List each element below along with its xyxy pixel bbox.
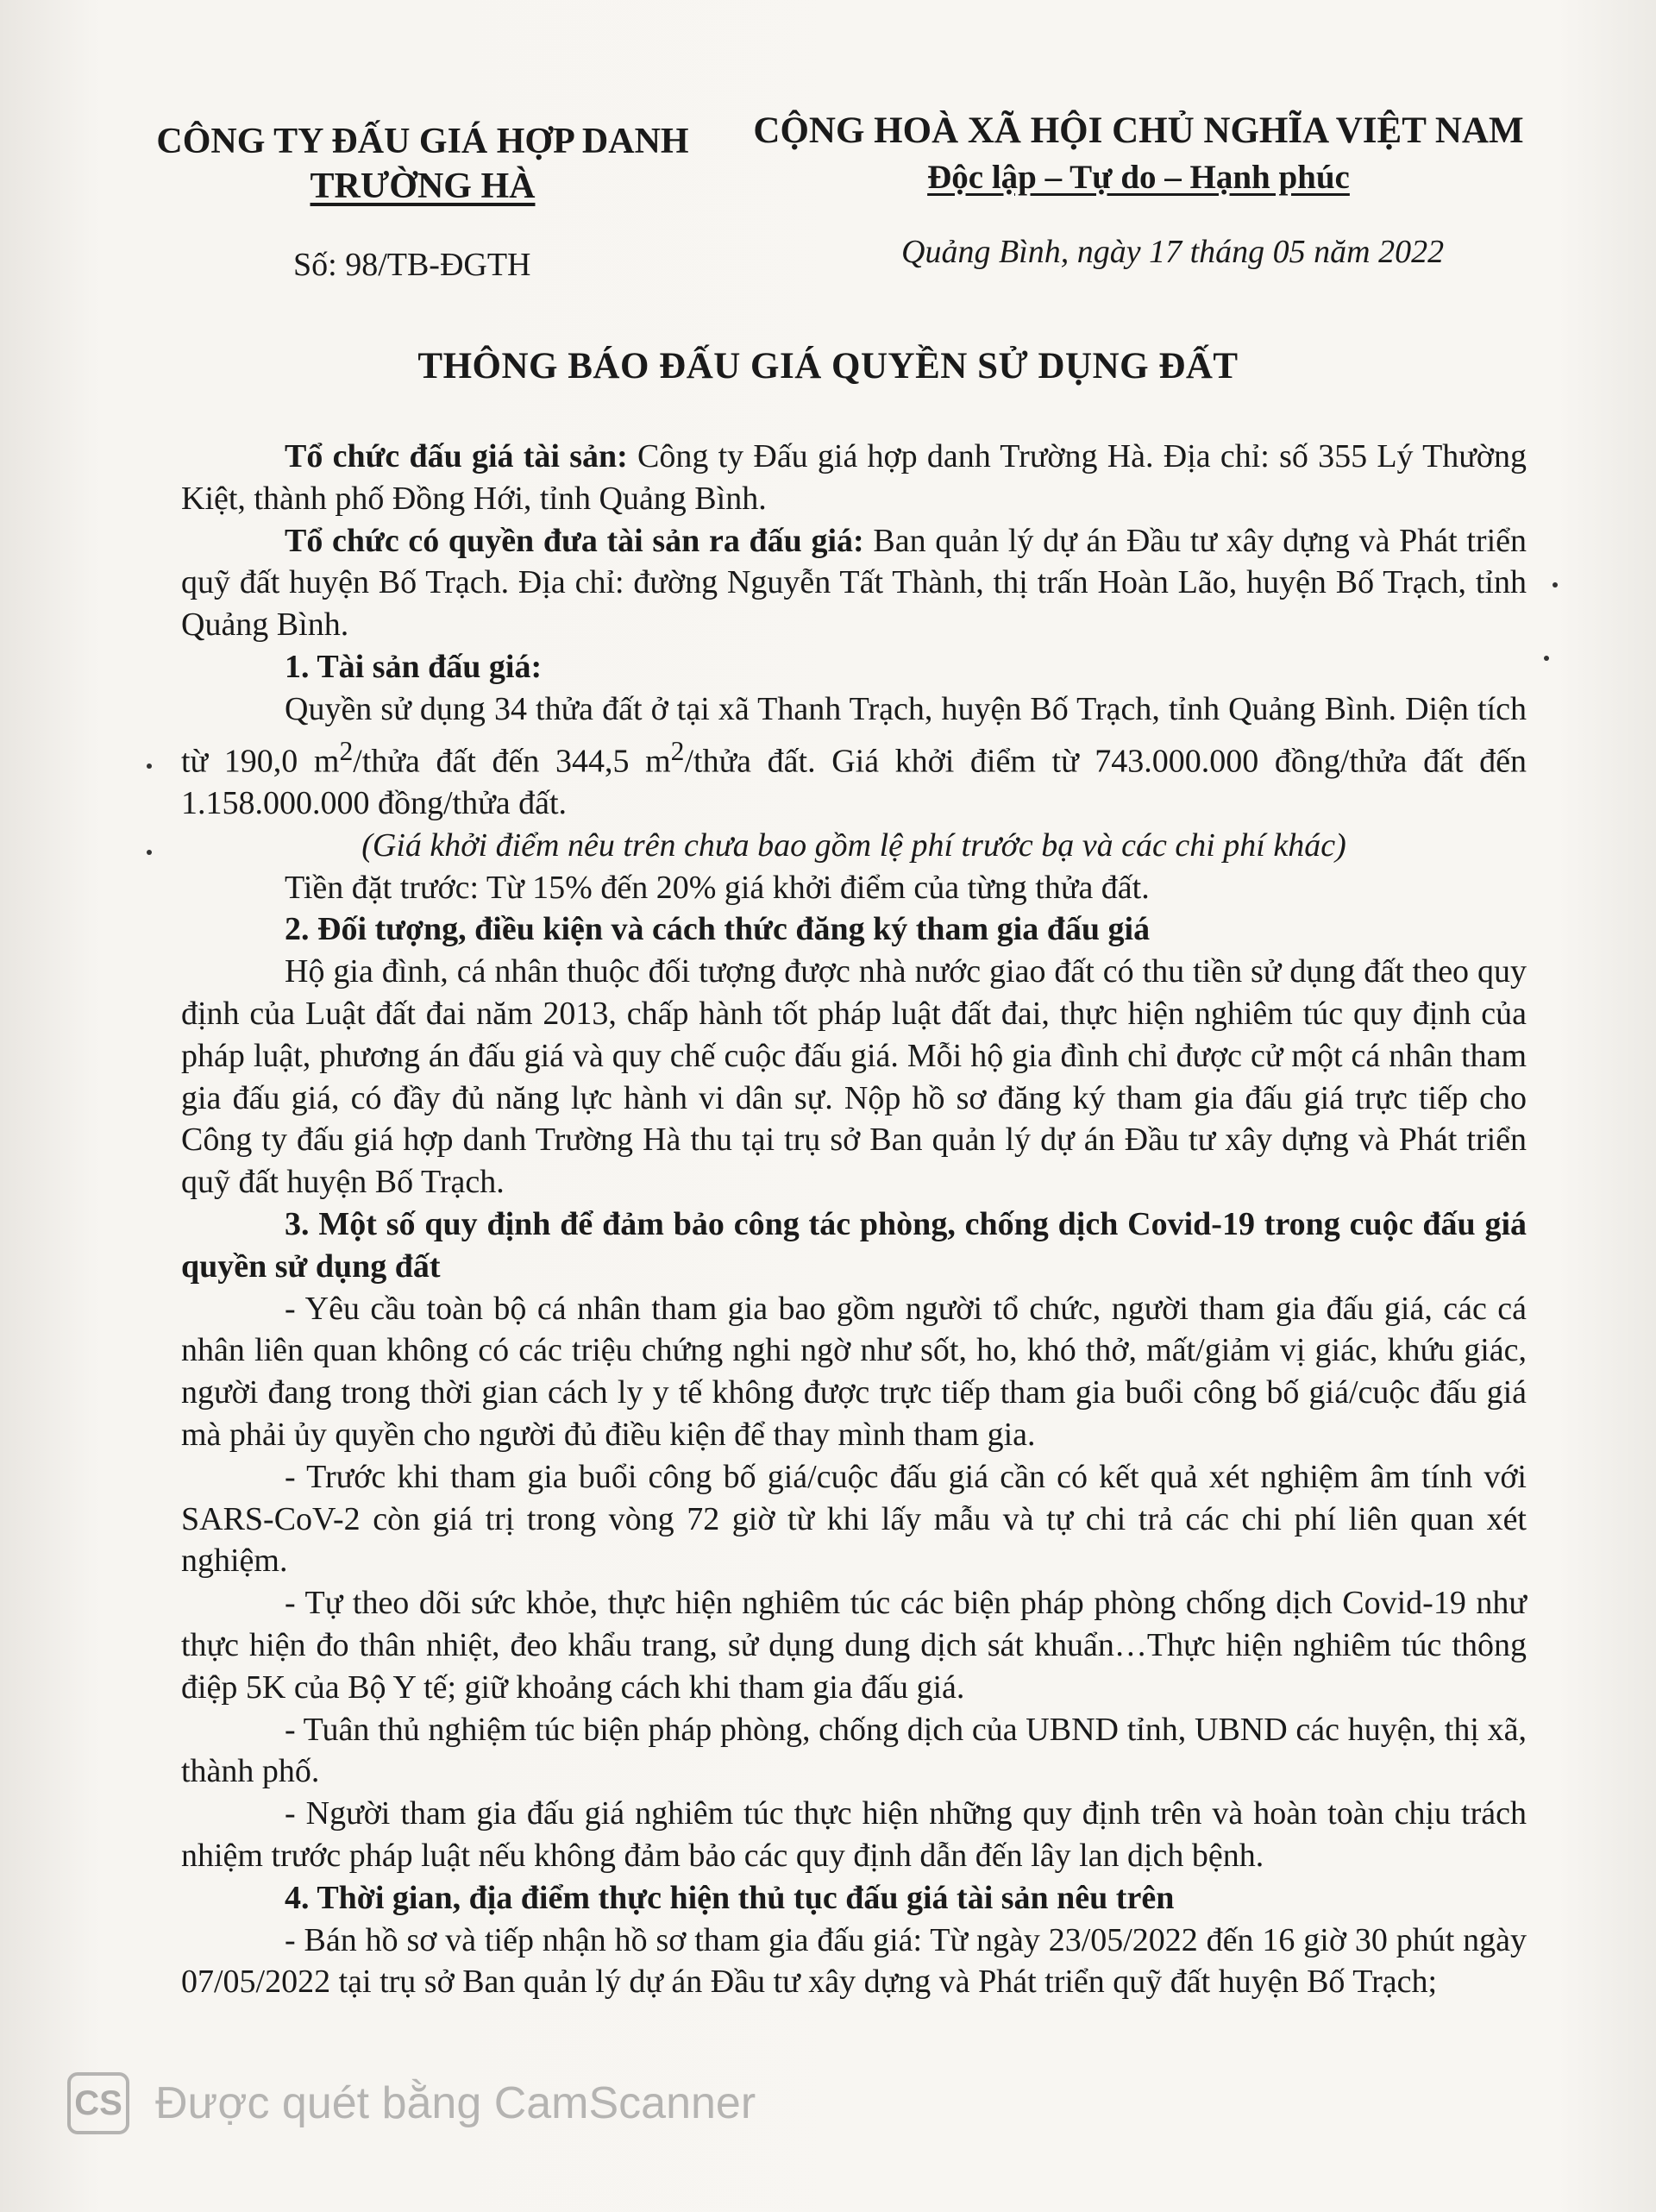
camscanner-watermark	[67, 2069, 756, 2138]
section3-item: - Tự theo dõi sức khỏe, thực hiện nghiêm túc các biện pháp phòng chống dịch Covid-19 như thực hiện đo thân nhiệt, đeo khẩu trang, sử dụng dung dịch sát khuẩn…Thực hiện nghiêm túc thông điệp 5K của Bộ Y tế; giữ khoảng cách khi tham gia đấu giá.	[181, 1585, 1527, 1706]
scan-speck	[1552, 582, 1558, 588]
section4-item: - Bán hồ sơ và tiếp nhận hồ sơ tham gia đấu giá: Từ ngày 23/05/2022 đến 16 giờ 30 phút ngày 07/05/2022 tại trụ sở Ban quản lý dự án Đầu tư xây dựng và Phát triển quỹ đất huyện Bố Trạch;	[181, 1921, 1527, 2001]
section4-heading: 4. Thời gian, địa điểm thực hiện thủ tục đấu giá tài sản nêu trên	[285, 1879, 1175, 1916]
organizer-text: Công ty Đấu giá hợp danh Trường Hà. Địa chỉ: số 355 Lý Thường Kiệt, thành phố Đồng Hới, tỉnh Quảng Bình.	[181, 438, 1527, 517]
scan-speck	[147, 850, 152, 855]
section3-item: - Yêu cầu toàn bộ cá nhân tham gia bao gồm người tổ chức, người tham gia đấu giá, các cá nhân liên quan không có các triệu chứng nghi ngờ như sốt, ho, khó thở, mất/giảm vị giác, khứu giác, người đang trong thời gian cách ly y tế không được trực tiếp tham gia buổi công bố giá/cuộc đấu giá mà phải ủy quyền cho người đủ điều kiện để thay mình tham gia.	[181, 1290, 1527, 1453]
section3-heading: 3. Một số quy định để đảm bảo công tác phòng, chống dịch Covid-19 trong cuộc đấu giá quyền sử dụng đất	[181, 1206, 1527, 1285]
section1-deposit: Tiền đặt trước: Từ 15% đến 20% giá khởi điểm của từng thửa đất.	[285, 869, 1150, 906]
date-line: Quảng Bình, ngày 17 tháng 05 năm 2022	[901, 234, 1445, 270]
camscanner-logo-icon: CS	[67, 2072, 129, 2134]
scan-speck	[147, 764, 152, 769]
org-name-line1: CÔNG TY ĐẤU GIÁ HỢP DANH	[156, 122, 689, 161]
section3-item: - Trước khi tham gia buổi công bố giá/cuộc đấu giá cần có kết quả xét nghiệm âm tính với SARS-CoV-2 còn giá trị trong vòng 72 giờ từ khi lấy mẫu và tự chi trả các chi phí liên quan xét nghiệm.	[181, 1458, 1527, 1580]
national-header	[737, 107, 1540, 200]
section3-item: - Tuân thủ nghiệm túc biện pháp phòng, chống dịch của UBND tỉnh, UBND các huyện, thị xã, thành phố.	[181, 1711, 1527, 1790]
superscript-2: 2	[670, 735, 685, 766]
section2-heading: 2. Đối tượng, điều kiện và cách thức đăng ký tham gia đấu giá	[285, 911, 1151, 948]
scan-speck	[1544, 656, 1549, 661]
section1-asset-paragraph	[181, 688, 1527, 825]
asset-text-c: /thửa đất. Giá khởi điểm từ 743.000.000 đồng/thửa đất đến 1.158.000.000 đồng/thửa đất.	[181, 743, 1527, 822]
organizer-label: Tổ chức đấu giá tài sản:	[285, 438, 628, 474]
organization-header	[121, 119, 724, 209]
document-number: Số: 98/TB-ĐGTH	[293, 247, 531, 283]
national-title: CỘNG HOÀ XÃ HỘI CHỦ NGHĨA VIỆT NAM	[753, 110, 1524, 151]
owner-paragraph	[181, 520, 1527, 646]
section2-text: Hộ gia đình, cá nhân thuộc đối tượng được nhà nước giao đất có thu tiền sử dụng đất theo quy định của Luật đất đai năm 2013, chấp hành tốt pháp luật đất đai, thực hiện nghiêm túc quy định của pháp luật, phương án đấu giá và quy chế cuộc đấu giá. Mỗi hộ gia đình chỉ được cử một cá nhân tham gia đấu giá, có đầy đủ năng lực hành vi dân sự. Nộp hồ sơ đăng ký tham gia đấu giá trực tiếp cho Công ty đấu giá hợp danh Trường Hà thu tại trụ sở Ban quản lý dự án Đầu tư xây dựng và Phát triển quỹ đất huyện Bố Trạch.	[181, 953, 1527, 1201]
organizer-paragraph	[181, 436, 1527, 520]
section1-note: (Giá khởi điểm nêu trên chưa bao gồm lệ phí trước bạ và các chi phí khác)	[361, 826, 1346, 864]
asset-text-b: /thửa đất đến 344,5 m	[353, 743, 671, 780]
document-title: THÔNG BÁO ĐẤU GIÁ QUYỀN SỬ DỤNG ĐẤT	[417, 346, 1239, 386]
asset-text-a: Quyền sử dụng 34 thửa đất ở tại xã Thanh Trạch, huyện Bố Trạch, tỉnh Quảng Bình. Diện tích từ 190,0 m	[181, 690, 1527, 780]
national-motto: Độc lập – Tự do – Hạnh phúc	[927, 159, 1350, 196]
owner-text: Ban quản lý dự án Đầu tư xây dựng và Phát triển quỹ đất huyện Bố Trạch. Địa chỉ: đường Nguyễn Tất Thành, thị trấn Hoàn Lão, huyện Bố Trạch, tỉnh Quảng Bình.	[181, 522, 1527, 644]
section3-item: - Người tham gia đấu giá nghiêm túc thực hiện những quy định trên và hoàn toàn chịu trách nhiệm trước pháp luật nếu không đảm bảo các quy định dẫn đến lây lan dịch bệnh.	[181, 1795, 1527, 1874]
owner-label: Tổ chức có quyền đưa tài sản ra đấu giá:	[285, 522, 864, 559]
superscript-2: 2	[339, 735, 354, 766]
org-name-line2: TRƯỜNG HÀ	[310, 167, 536, 206]
watermark-text: Được quét bằng CamScanner	[155, 2078, 756, 2128]
section1-heading: 1. Tài sản đấu giá:	[285, 648, 543, 685]
document-body	[181, 436, 1527, 2003]
